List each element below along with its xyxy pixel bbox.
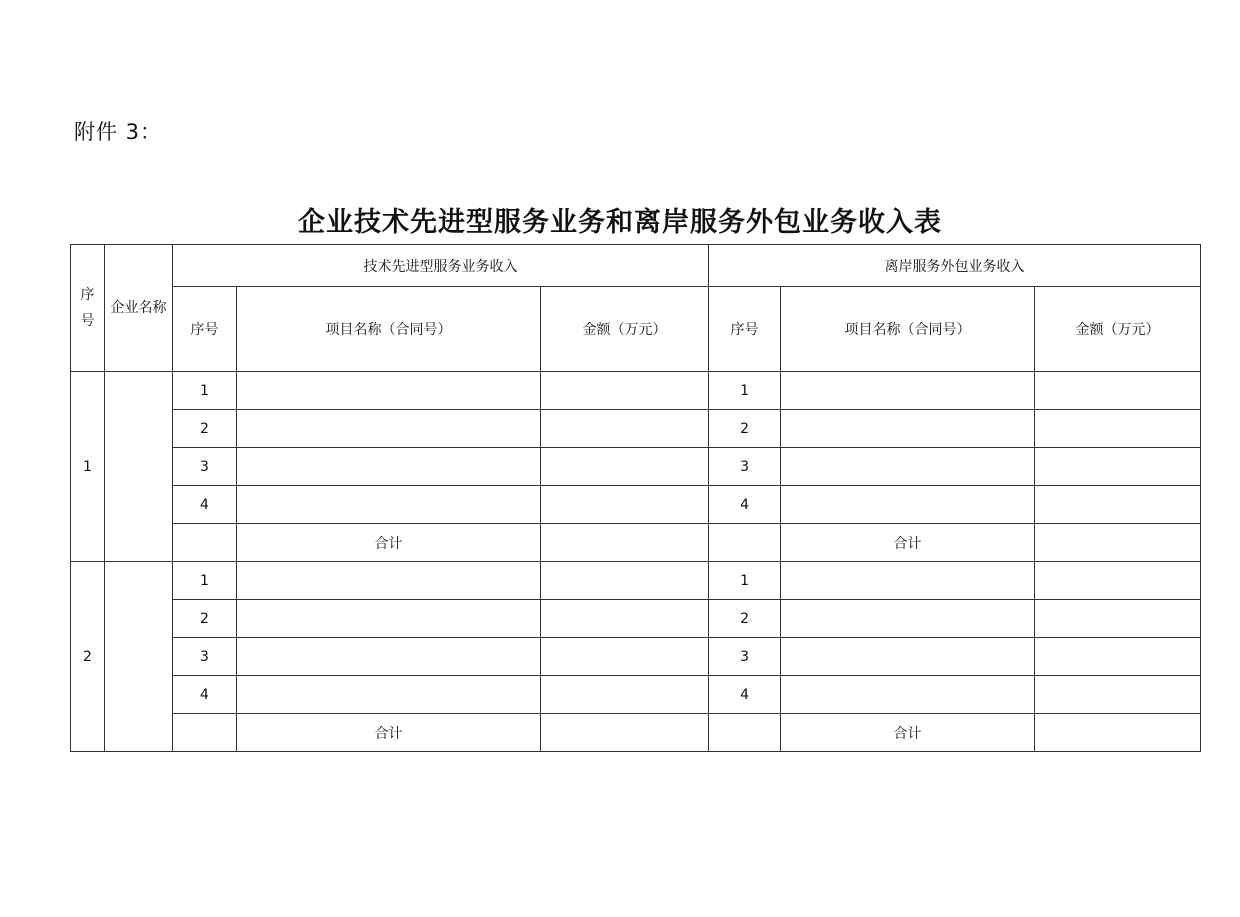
company-seq: 2 [71, 562, 105, 752]
offshore-row-seq: 1 [709, 562, 781, 600]
tech-total-label: 合计 [237, 714, 541, 752]
offshore-total-seq-empty [709, 714, 781, 752]
tech-row-seq: 1 [173, 562, 237, 600]
tech-amount-cell[interactable] [541, 600, 709, 638]
offshore-amount-cell[interactable] [1035, 410, 1201, 448]
tech-amount-cell[interactable] [541, 372, 709, 410]
header-seq: 序号 [71, 245, 105, 372]
offshore-total-label: 合计 [781, 524, 1035, 562]
offshore-row-seq: 3 [709, 448, 781, 486]
tech-row-seq: 2 [173, 410, 237, 448]
offshore-row-seq: 4 [709, 676, 781, 714]
tech-project-cell[interactable] [237, 372, 541, 410]
tech-amount-cell[interactable] [541, 486, 709, 524]
table-row [71, 372, 1201, 410]
tech-project-cell[interactable] [237, 410, 541, 448]
offshore-total-label: 合计 [781, 714, 1035, 752]
header-tech-amount: 金额（万元） [541, 287, 709, 372]
table-row [71, 410, 1201, 448]
tech-row-seq: 4 [173, 486, 237, 524]
offshore-project-cell[interactable] [781, 600, 1035, 638]
table-row [71, 486, 1201, 524]
offshore-row-seq: 3 [709, 638, 781, 676]
tech-row-seq: 3 [173, 638, 237, 676]
offshore-row-seq: 1 [709, 372, 781, 410]
tech-project-cell[interactable] [237, 448, 541, 486]
page-title: 企业技术先进型服务业务和离岸服务外包业务收入表 [298, 207, 942, 238]
offshore-amount-cell[interactable] [1035, 562, 1201, 600]
income-table [70, 244, 1201, 752]
offshore-amount-cell[interactable] [1035, 448, 1201, 486]
offshore-amount-cell[interactable] [1035, 600, 1201, 638]
tech-amount-cell[interactable] [541, 562, 709, 600]
offshore-total-amount-cell[interactable] [1035, 714, 1201, 752]
table-row [71, 600, 1201, 638]
header-offshore-amount: 金额（万元） [1035, 287, 1201, 372]
total-row [71, 714, 1201, 752]
offshore-amount-cell[interactable] [1035, 676, 1201, 714]
offshore-project-cell[interactable] [781, 448, 1035, 486]
header-tech-seq: 序号 [173, 287, 237, 372]
tech-project-cell[interactable] [237, 562, 541, 600]
offshore-amount-cell[interactable] [1035, 638, 1201, 676]
tech-row-seq: 4 [173, 676, 237, 714]
tech-row-seq: 3 [173, 448, 237, 486]
tech-project-cell[interactable] [237, 600, 541, 638]
table-row [71, 638, 1201, 676]
offshore-project-cell[interactable] [781, 676, 1035, 714]
tech-amount-cell[interactable] [541, 676, 709, 714]
tech-row-seq: 2 [173, 600, 237, 638]
offshore-amount-cell[interactable] [1035, 372, 1201, 410]
header-tech-project-name: 项目名称（合同号） [237, 287, 541, 372]
tech-amount-cell[interactable] [541, 410, 709, 448]
tech-total-seq-empty [173, 714, 237, 752]
total-row [71, 524, 1201, 562]
header-offshore-outsourcing-income: 离岸服务外包业务收入 [709, 245, 1201, 287]
tech-total-seq-empty [173, 524, 237, 562]
header-row-2 [71, 287, 1201, 372]
offshore-row-seq: 4 [709, 486, 781, 524]
tech-amount-cell[interactable] [541, 638, 709, 676]
tech-project-cell[interactable] [237, 486, 541, 524]
offshore-row-seq: 2 [709, 600, 781, 638]
tech-total-label: 合计 [237, 524, 541, 562]
table-row [71, 676, 1201, 714]
header-row-1 [71, 245, 1201, 287]
header-company-name: 企业名称 [105, 245, 173, 372]
offshore-project-cell[interactable] [781, 372, 1035, 410]
offshore-total-amount-cell[interactable] [1035, 524, 1201, 562]
header-offshore-seq: 序号 [709, 287, 781, 372]
company-name-cell[interactable] [105, 372, 173, 562]
tech-project-cell[interactable] [237, 676, 541, 714]
tech-amount-cell[interactable] [541, 448, 709, 486]
attachment-label: 附件 3： [74, 120, 163, 144]
offshore-total-seq-empty [709, 524, 781, 562]
tech-total-amount-cell[interactable] [541, 524, 709, 562]
offshore-row-seq: 2 [709, 410, 781, 448]
tech-row-seq: 1 [173, 372, 237, 410]
offshore-project-cell[interactable] [781, 410, 1035, 448]
table-row [71, 562, 1201, 600]
header-tech-service-income: 技术先进型服务业务收入 [173, 245, 709, 287]
tech-project-cell[interactable] [237, 638, 541, 676]
offshore-project-cell[interactable] [781, 562, 1035, 600]
company-name-cell[interactable] [105, 562, 173, 752]
offshore-amount-cell[interactable] [1035, 486, 1201, 524]
company-seq: 1 [71, 372, 105, 562]
offshore-project-cell[interactable] [781, 638, 1035, 676]
table-row [71, 448, 1201, 486]
tech-total-amount-cell[interactable] [541, 714, 709, 752]
offshore-project-cell[interactable] [781, 486, 1035, 524]
header-offshore-project-name: 项目名称（合同号） [781, 287, 1035, 372]
